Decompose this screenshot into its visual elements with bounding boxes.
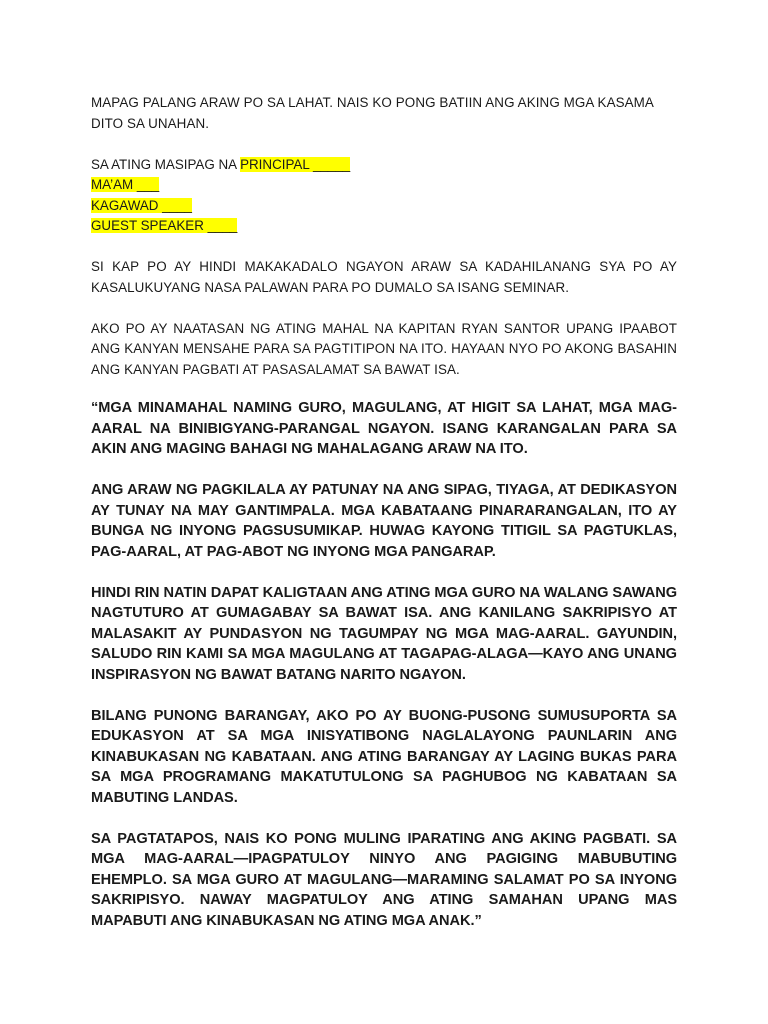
spacer xyxy=(91,134,677,155)
roles-intro: SA ATING MASIPAG NA xyxy=(91,156,241,172)
spacer xyxy=(91,380,677,398)
role-maam: MA’AM ___ xyxy=(91,177,160,192)
message-paragraph-5: SA PAGTATAPOS, NAIS KO PONG MULING IPARATING ANG AKING PAGBATI. SA MGA MAG-AARAL—IPAGPATULOY NINYO ANG PAGIGING MABUBUTING EHEMPLO. SA MGA GURO AT MAGULANG—MARAMING SALAMAT PO SA INYONG SAKRIPISYO. NAWAY MAGPATULOY ANG ATING SAMAHAN UPANG MAS MAPABUTI ANG KINABUKASAN NG ATING MGA ANAK.” xyxy=(91,830,677,929)
message-paragraph-2: ANG ARAW NG PAGKILALA AY PATUNAY NA ANG SIPAG, TIYAGA, AT DEDIKASYON AY TUNAY NA MAY GANTIMPALA. MGA KABATAANG PINARARANGALAN, ITO AY BUNGA NG INYONG PAGSUSUMIKAP. HUWAG KAYONG TITIGIL SA PAGTUKLAS, PAG-AARAL, AT PAG-ABOT NG INYONG MGA PANGARAP. xyxy=(91,482,677,560)
role-principal: PRINCIPAL _____ xyxy=(240,156,351,172)
spacer xyxy=(91,298,677,319)
spacer xyxy=(91,685,677,706)
role-line xyxy=(91,196,677,217)
role-line xyxy=(91,216,677,237)
document-page xyxy=(91,93,677,931)
message-paragraph-4: BILANG PUNONG BARANGAY, AKO PO AY BUONG-PUSONG SUMUSUPORTA SA EDUKASYON AT SA MGA INISYATIBONG NAGLALAYONG PAUNLARIN ANG KINABUKASAN NG KABATAAN. ANG ATING BARANGAY AY LAGING BUKAS PARA SA MGA PROGRAMANG MAKATUTULONG SA PAGHUBOG NG KABATAAN SA MABUTING LANDAS. xyxy=(91,707,677,806)
spacer xyxy=(91,460,677,481)
role-line xyxy=(91,175,677,196)
roles-first-line xyxy=(91,155,677,176)
roles-list xyxy=(91,155,677,237)
greeting-paragraph: MAPAG PALANG ARAW PO SA LAHAT. NAIS KO PONG BATIIN ANG AKING MGA KASAMA DITO SA UNAHAN. xyxy=(91,95,654,131)
message-paragraph-1: “MGA MINAMAHAL NAMING GURO, MAGULANG, AT HIGIT SA LAHAT, MGA MAG-AARAL NA BINIBIGYANG-PARANGAL NGAYON. ISANG KARANGALAN PARA SA AKIN ANG MAGING BAHAGI NG MAHALAGANG ARAW NA ITO. xyxy=(91,400,677,457)
message-paragraph-3: HINDI RIN NATIN DAPAT KALIGTAAN ANG ATING MGA GURO NA WALANG SAWANG NAGTUTURO AT GUMAGABAY SA BAWAT ISA. ANG KANILANG SAKRIPISYO AT MALASAKIT AY PUNDASYON NG TAGUMPAY NG MGA MAG-AARAL. GAYUNDIN, SALUDO RIN KAMI SA MGA MAGULANG AT TAGAPAG-ALAGA—KAYO ANG UNANG INSPIRASYON NG BAWAT BATANG NARITO NGAYON. xyxy=(91,584,677,683)
spacer xyxy=(91,237,677,258)
absence-paragraph: SI KAP PO AY HINDI MAKAKADALO NGAYON ARAW SA KADAHILANANG SYA PO AY KASALUKUYANG NASA PALAWAN PARA PO DUMALO SA ISANG SEMINAR. xyxy=(91,259,677,295)
role-kagawad: KAGAWAD ____ xyxy=(91,197,192,213)
role-guest-speaker: GUEST SPEAKER ____ xyxy=(91,218,238,233)
spacer xyxy=(91,562,677,583)
delegation-paragraph: AKO PO AY NAATASAN NG ATING MAHAL NA KAPITAN RYAN SANTOR UPANG IPAABOT ANG KANYAN MENSAHE PARA SA PAGTITIPON NA ITO. HAYAAN NYO PO AKONG BASAHIN ANG KANYAN PAGBATI AT PASASALAMAT SA BAWAT ISA. xyxy=(91,320,677,377)
spacer xyxy=(91,808,677,829)
